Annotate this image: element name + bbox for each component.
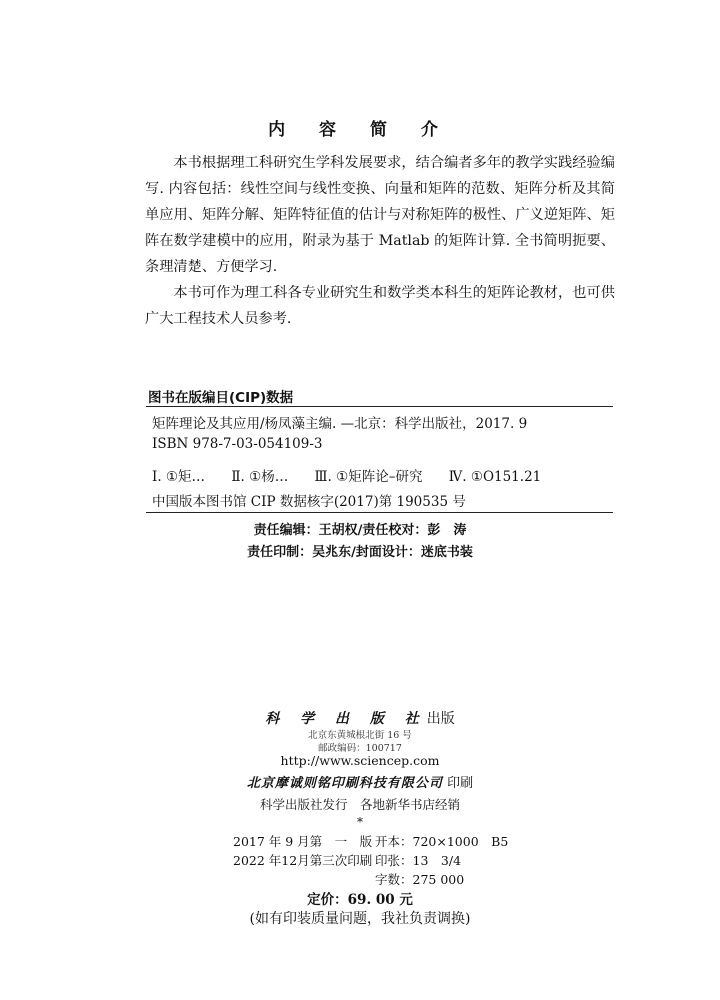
separator-star: * xyxy=(357,815,363,829)
printer-name: 北京摩诚则铭印刷科技有限公司 xyxy=(246,776,443,791)
cip-book-line: 矩阵理论及其应用/杨凤藻主编. —北京：科学出版社，2017. 9 xyxy=(152,416,528,432)
editors-line-1: 责任编辑：王胡权/责任校对：彭 涛 xyxy=(253,523,467,538)
quality-note: (如有印装质量问题，我社负责调换) xyxy=(249,911,471,927)
intro-paragraph-2: 本书可作为理工科各专业研究生和数学类本科生的矩阵论教材，也可供广大工程技术人员参考. xyxy=(145,285,615,327)
edition-row-2 xyxy=(233,851,508,870)
publisher-name-suffix: 出版 xyxy=(426,711,455,727)
distribution-line: 科学出版社发行 各地新华书店经销 xyxy=(259,797,460,812)
print-date: 2022 年12月第三次印刷 xyxy=(233,853,373,868)
edition-row-3 xyxy=(233,870,508,889)
cip-class-3: Ⅲ. ①矩阵论–研究 xyxy=(314,469,423,485)
printer-line xyxy=(0,772,720,791)
cip-classification xyxy=(152,465,563,485)
edition-row-1 xyxy=(233,832,508,851)
publisher-address: 北京东黄城根北街 16 号 xyxy=(308,730,412,741)
word-count: 字数：275 000 xyxy=(375,872,465,887)
intro-paragraph-1: 本书根据理工科研究生学科发展要求，结合编者多年的教学实践经验编写. 内容包括：线性空间与线性变换、向量和矩阵的范数、矩阵分析及其简单应用、矩阵分解、矩阵特征值的估计与对称矩阵的极性、广义逆矩阵、矩阵在数学建模中的应用，附录为基于 Matlab 的矩阵计算. 全书简明扼要、条理清楚、方便学习. xyxy=(145,155,615,275)
cip-isbn: ISBN 978-7-03-054109-3 xyxy=(152,436,323,452)
cip-top-rule xyxy=(146,406,613,407)
intro-section xyxy=(145,150,615,332)
editors-line-2: 责任印制：吴兆东/封面设计：迷底书装 xyxy=(247,545,473,560)
cip-heading: 图书在版编目(CIP)数据 xyxy=(148,390,294,406)
publisher-url: http://www.sciencep.com xyxy=(280,753,440,768)
edition-table xyxy=(233,832,508,889)
publisher-postcode: 邮政编码：100717 xyxy=(318,743,402,754)
cip-record: 中国版本图书馆 CIP 数据核字(2017)第 190535 号 xyxy=(152,494,466,510)
printer-suffix: 印刷 xyxy=(447,776,474,791)
cip-bottom-rule xyxy=(146,512,613,513)
price: 定价：69. 00 元 xyxy=(307,892,413,908)
format: 开本：720×1000 B5 xyxy=(375,834,509,849)
sheets: 印张：13 3/4 xyxy=(375,853,462,868)
publisher-name xyxy=(0,708,720,728)
publisher-name-text: 科 学 出 版 社 xyxy=(265,711,427,727)
page-title: 内 容 简 介 xyxy=(268,120,452,140)
edition-date: 2017 年 9 月第 一 版 xyxy=(233,834,373,849)
cip-class-2: Ⅱ. ①杨… xyxy=(231,469,289,485)
cip-class-1: Ⅰ. ①矩… xyxy=(152,469,206,485)
cip-class-4: Ⅳ. ①O151.21 xyxy=(448,469,542,485)
